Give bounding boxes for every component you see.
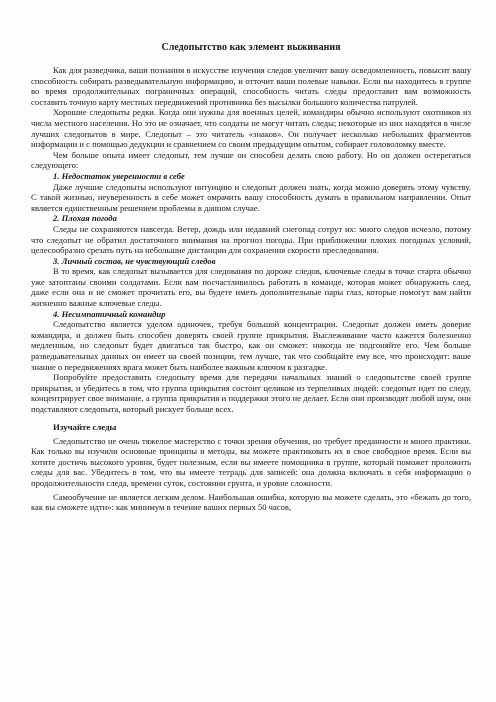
section-4-paragraph-1: Следопытство является уделом одиночек, требуя большой концентрации. Следопыт должен иметь доверие командира, и должен быть способен доверять своей группе прикрытия. Выслеживание часто кажется болезненно медленным, но следопыт будет двигаться так быстро, как он сможет: никогда не подгоняйте его. Чем больше разведывательных данных он имеет на своей позиции, тем лучше, так что сообщайте ему все, что происходит: ваше знание о передвижениях врага может быть наиболее важным ключом к разгадке. bbox=[31, 319, 471, 372]
section-heading-3: 3. Личный состав, не чувствующий следов bbox=[53, 255, 216, 266]
section-1-paragraph: Даже лучшие следопыты используют интуицию и следопыт должен знать, когда можно доверять этому чувству. С такой жизнью, неуверенность в себе может омрачить вашу способность думать в правильном направлении. Опыт является единственным решением проблемы в данном случае. bbox=[31, 181, 471, 213]
section-3-paragraph: В то время, как следопыт вызывается для следования по дороже следов, ключевые следы в точке старта обычно уже затоптаны своими солдатами. Если вам посчастливилось работать в команде, которая может обнаружить след, даже если она и не сможет прочитать его, вы будете иметь дополнительные пары глаз, которые помогут вам найти жизненно важные ключевые следы. bbox=[31, 266, 471, 309]
document-title: Следопытство как элемент выживания bbox=[161, 42, 341, 53]
section-heading-4: 4. Несимпатичный командир bbox=[53, 308, 166, 319]
study-paragraph-2: Самообучение не является легким делом. Наибольшая ошибка, которую вы можете сделать, это «бежать до того, как вы сможете идти»: как минимум в течение ваших первых 50 часов, bbox=[31, 491, 471, 513]
document-body bbox=[31, 42, 471, 513]
intro-paragraph-2: Хорошие следопыты редки. Когда они нужны для военных целей, командиры обычно используют охотников из числа местного населения. Но это не означает, что солдаты не могут читать следы; некоторые из них находятся в числе лучших следопытов в мире. Следопыт – это читатель «знаков». Он получает несколько небольших фрагментов информации и с помощью дедукции и сравнением со своим предыдущим опытом, собирает головоломку вместе. bbox=[31, 107, 471, 150]
section-2-paragraph: Следы не сохраняются навсегда. Ветер, дождь или недавний снегопад сотрут их: много следов исчезло, потому что следопыт не обратил достаточного внимания на прогноз погоды. При приближении плохих погодных условий, целесообразно срезать путь на небольшие дистанции для сохранения скорости преследования. bbox=[31, 223, 471, 256]
section-heading-2: 2. Плохая погода bbox=[53, 213, 117, 224]
intro-paragraph-3: Чем больше опыта имеет следопыт, тем лучше он способен делать свою работу. Но он должен остерегаться следующего: bbox=[31, 149, 471, 171]
section-heading-1: 1. Недостаток уверенности в себе bbox=[53, 170, 185, 181]
study-paragraph-1: Следопытство не очень тяжелое мастерство с точки зрения обучения, но требует преданности и много практики. Как только вы изучили основные принципы и методы, вы можете практиковать их в свое свободное время. Если вы хотите достичь высокого уровня, будет полезным, если вы имеете помощника в группе, который поможет проложить следы для вас. Убедитесь в том, что вы имеете тетрадь для записей: она должна включать в себя информацию о продолжительности следа, времени суток, состоянии грунта, и уровне сложности. bbox=[31, 435, 471, 488]
intro-paragraph-1: Как для разведчика, ваши познания в искусстве изучения следов увеличит вашу осведомленность, повысит вашу способность собирать разведывательную информацию, и отточит ваши полевые навыки. Если вы находитесь в группе во время продолжительных пограничных операций, способность читать следы предоставит вам возможность составить точную карту местных передвижений противника без высылки большого количества патрулей. bbox=[31, 65, 471, 107]
study-heading: Изучайте следы bbox=[53, 421, 117, 432]
section-4-paragraph-2: Попробуйте предоставить следопыту время для передачи начальных знаний о следопытстве своей группе прикрытия, и убедитесь в том, что группа прикрытия состоит целиком из терпеливых людей: следопыт идет по следу, концентрирует свое внимание, а группа прикрытия и поддержки этого не делает. Если они производят любой шум, они подставляют следопыта, который рискует больше всех. bbox=[31, 372, 471, 414]
